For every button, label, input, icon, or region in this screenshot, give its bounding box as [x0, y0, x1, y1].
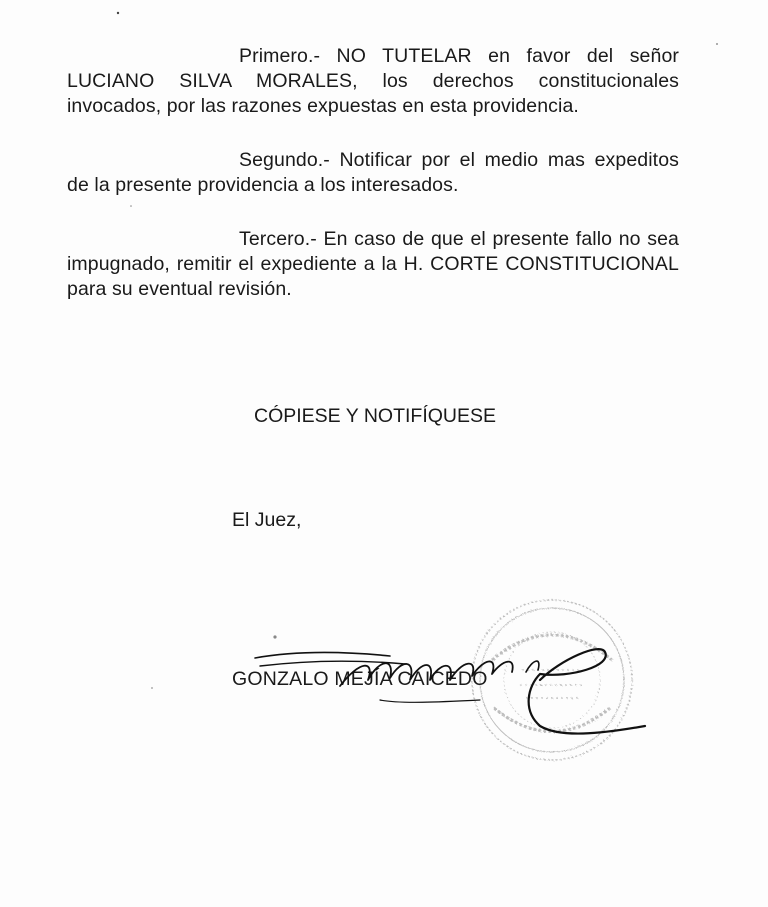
closing-line: El Juez,: [232, 509, 302, 531]
order-heading: CÓPIESE Y NOTIFÍQUESE: [254, 405, 497, 427]
resolution-first-paragraph: Primero.- NO TUTELAR en favor del señor LUCIANO SILVA MORALES, los derechos constitucionales invocados, por las razones expuestas en esta providencia.: [67, 45, 679, 117]
signer-name: GONZALO MEJÍA CAICEDO: [232, 668, 488, 690]
resolution-second-paragraph: Segundo.- Notificar por el medio mas expeditos de la presente providencia a los interesados.: [67, 149, 679, 196]
resolution-third-paragraph: Tercero.- En caso de que el presente fallo no sea impugnado, remitir el expediente a la H. CORTE CONSTITUCIONAL para su eventual revisión.: [67, 228, 679, 300]
handwritten-signature: [240, 630, 650, 740]
